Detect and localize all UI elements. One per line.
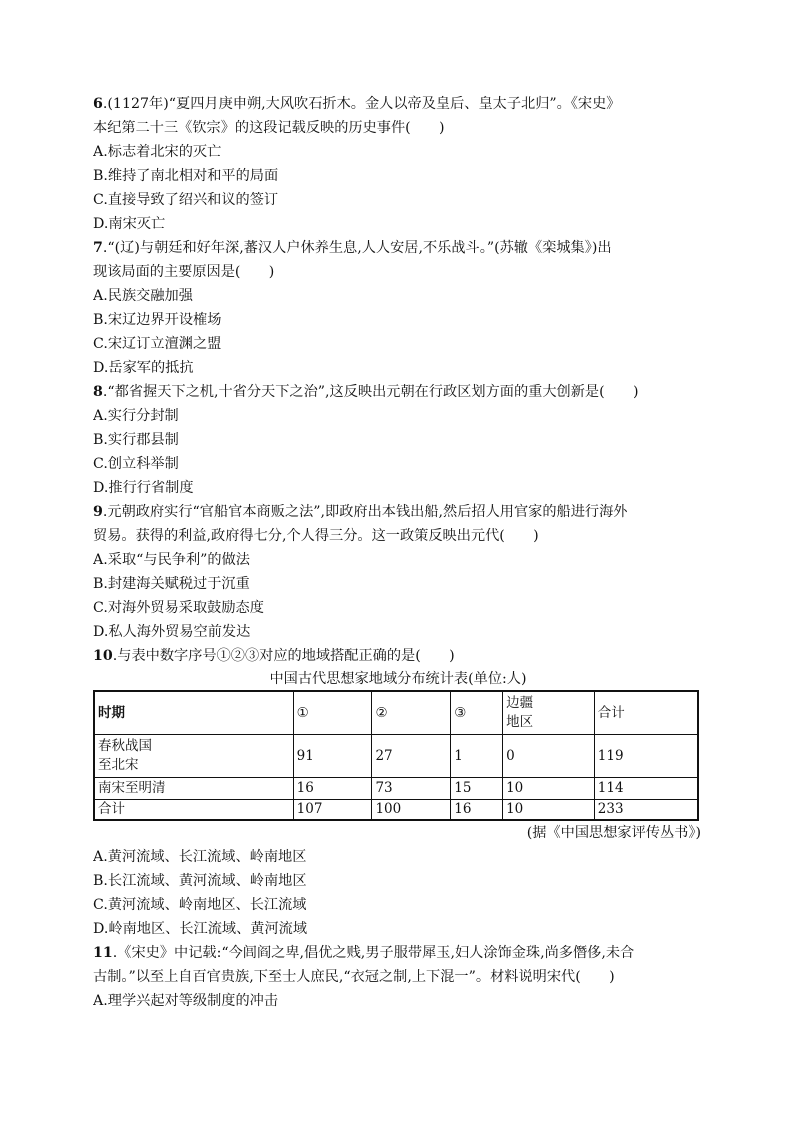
table-source: (据《中国思想家评传丛书》) [526,825,701,841]
table-cell: 10 [503,800,595,821]
option-c: C.对海外贸易采取鼓励态度 [93,600,264,616]
question-number: 6 [93,96,103,112]
option-b: B.实行郡县制 [93,432,179,448]
question-6-stem-line-1: 6.(1127年)“夏四月庚申朔,大风吹石折木。金人以帝及皇后、皇太子北归”。《宋史》 [93,96,621,112]
table-header-cell: ① [293,691,372,735]
question-8-stem-line-1: 8.“都省握天下之机,十省分天下之治”,这反映出元朝在行政区划方面的重大创新是( ) [93,384,639,400]
question-8 [93,380,703,500]
option-c: C.直接导致了绍兴和议的签订 [93,192,279,208]
question-number: 9 [93,504,103,520]
question-7-stem-line-1: 7.“(辽)与朝廷和好年深,蕃汉人户休养生息,人人安居,不乐战斗。”(苏辙《栾城集》)出 [93,240,612,256]
option-d: D.私人海外贸易空前发达 [93,624,251,640]
table-cell: 春秋战国 至北宋 [94,735,293,778]
question-6-stem-line-2: 本纪第二十三《钦宗》的这段记载反映的历史事件( ) [93,120,445,136]
table-header-cell: ② [372,691,451,735]
table-cell: 27 [372,735,451,778]
table-cell: 16 [451,800,503,821]
question-7 [93,236,703,380]
question-number: 10 [93,648,113,664]
table-caption: 中国古代思想家地域分布统计表(单位:人) [269,671,527,687]
option-a: A.采取“与民争利”的做法 [93,552,250,568]
option-c: C.黄河流域、岭南地区、长江流域 [93,897,307,913]
table-header-cell: ③ [451,691,503,735]
option-d: D.推行行省制度 [93,480,194,496]
option-a: A.黄河流域、长江流域、岭南地区 [93,849,307,865]
table-cell: 100 [372,800,451,821]
table-header-cell: 合计 [594,691,698,735]
option-c: C.宋辽订立澶渊之盟 [93,336,222,352]
table-cell: 1 [451,735,503,778]
table-cell: 16 [293,778,372,800]
question-9 [93,500,703,644]
table-row [94,800,698,821]
question-10-stem-line-1: 10.与表中数字序号①②③对应的地域搭配正确的是( ) [93,648,455,664]
option-a: A.标志着北宋的灭亡 [93,144,222,160]
table-cell: 73 [372,778,451,800]
table-cell: 114 [594,778,698,800]
table-row [94,778,698,800]
document-page [93,92,703,1013]
question-number: 7 [93,240,103,256]
table-cell: 10 [503,778,595,800]
question-10 [93,644,703,941]
question-9-stem-line-1: 9.元朝政府实行“官船官本商贩之法”,即政府出本钱出船,然后招人用官家的船进行海外 [93,504,628,520]
table-header-row [94,691,698,735]
table-cell: 0 [503,735,595,778]
question-number: 8 [93,384,103,400]
option-d: D.岳家军的抵抗 [93,360,194,376]
table-cell: 91 [293,735,372,778]
option-b: B.维持了南北相对和平的局面 [93,168,279,184]
question-7-stem-line-2: 现该局面的主要原因是( ) [93,264,275,280]
table-cell: 15 [451,778,503,800]
option-c: C.创立科举制 [93,456,179,472]
table-cell: 南宋至明清 [94,778,293,800]
option-a: A.实行分封制 [93,408,179,424]
table-header-cell: 边疆 地区 [503,691,595,735]
question-6 [93,92,703,236]
question-number: 11 [93,945,113,961]
table-cell: 233 [594,800,698,821]
table-cell: 合计 [94,800,293,821]
question-11-stem-line-1: 11.《宋史》中记载:“今闾阎之卑,倡优之贱,男子服带犀玉,妇人涂饰金珠,尚多僭侈,未合 [93,945,635,961]
option-b: B.长江流域、黄河流域、岭南地区 [93,873,307,889]
option-d: D.南宋灭亡 [93,216,166,232]
table-cell: 119 [594,735,698,778]
option-b: B.封建海关赋税过于沉重 [93,576,250,592]
thinkers-distribution-table [93,690,699,821]
question-11 [93,941,703,1013]
table-cell: 107 [293,800,372,821]
table-header-cell: 时期 [94,691,293,735]
option-b: B.宋辽边界开设榷场 [93,312,222,328]
table-row [94,735,698,778]
question-9-stem-line-2: 贸易。获得的利益,政府得七分,个人得三分。这一政策反映出元代( ) [93,528,539,544]
option-a: A.民族交融加强 [93,288,193,304]
question-11-stem-line-2: 古制。”以至上自百官贵族,下至士人庶民,“衣冠之制,上下混一”。材料说明宋代( ) [93,969,615,985]
option-d: D.岭南地区、长江流域、黄河流域 [93,921,308,937]
option-a: A.理学兴起对等级制度的冲击 [93,993,279,1009]
